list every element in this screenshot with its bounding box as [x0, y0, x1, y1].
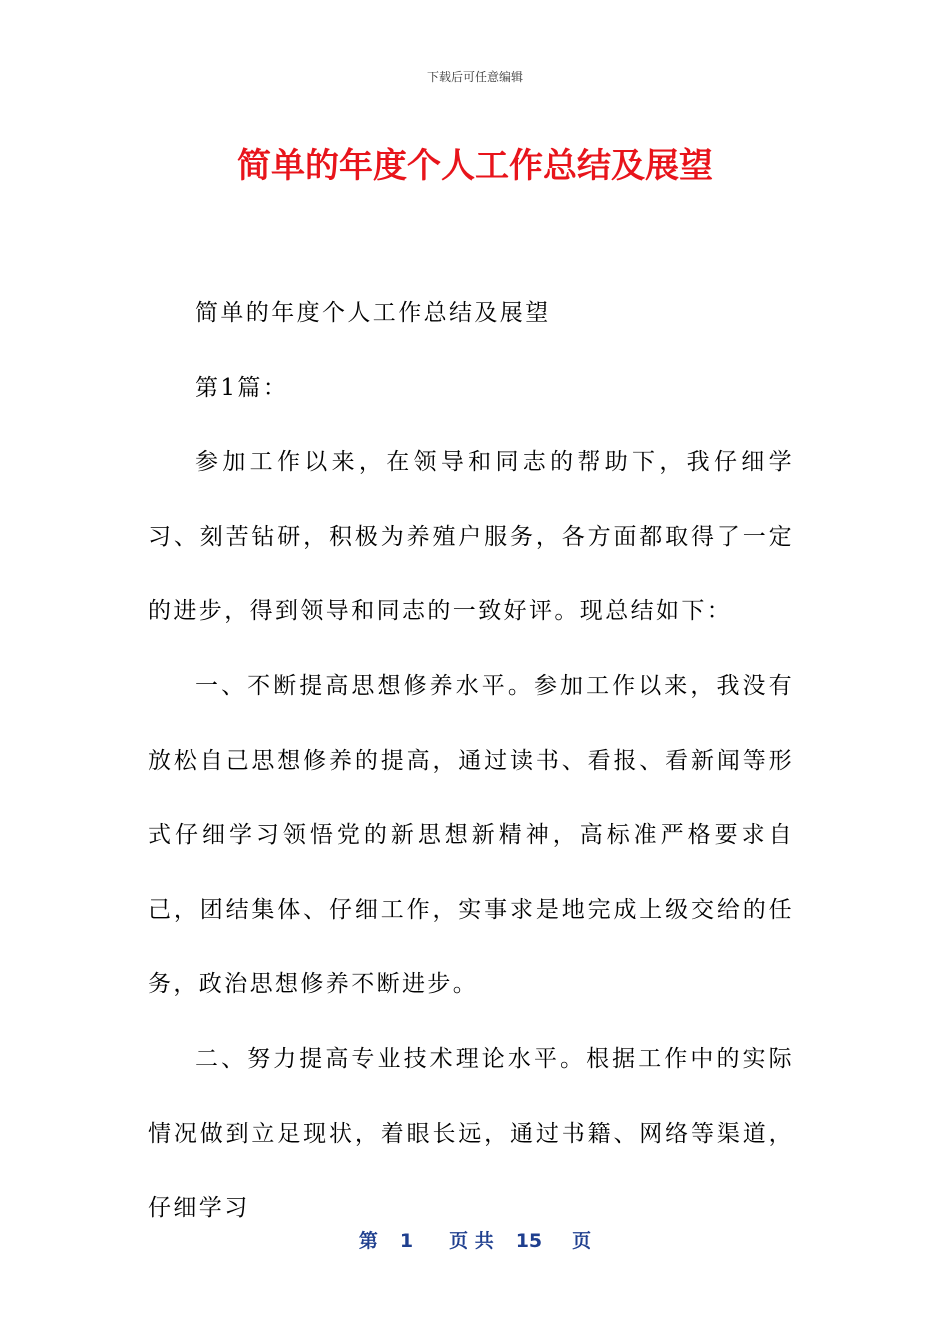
paragraph-section-label: 第1篇：: [195, 374, 289, 401]
footer-page-number: 1: [399, 1230, 414, 1252]
paragraph-point-two: 二、努力提高专业技术理论水平。根据工作中的实际情况做到立足现状，着眼长远，通过书籍、网络等渠道，仔细学习: [148, 1045, 794, 1222]
paragraph-point-one: 一、不断提高思想修养水平。参加工作以来，我没有放松自己思想修养的提高，通过读书、看报、看新闻等形式仔细学习领悟党的新思想新精神，高标准严格要求自己，团结集体、仔细工作，实事求是地完成上级交给的任务，政治思想修养不断进步。: [148, 672, 794, 998]
header-note: 下载后可任意编辑: [426, 70, 523, 84]
footer-middle: 页 共: [449, 1230, 494, 1252]
footer-suffix: 页: [572, 1230, 592, 1252]
paragraph-subtitle: 简单的年度个人工作总结及展望: [195, 300, 551, 326]
document-title: 简单的年度个人工作总结及展望: [237, 146, 713, 186]
footer-prefix: 第: [358, 1230, 378, 1252]
paragraph-intro: 参加工作以来，在领导和同志的帮助下，我仔细学习、刻苦钻研，积极为养殖户服务，各方面都取得了一定的进步，得到领导和同志的一致好评。现总结如下：: [148, 449, 794, 625]
page-footer: [0, 1226, 950, 1253]
document-body: [148, 276, 794, 1246]
footer-total-pages: 15: [515, 1230, 543, 1252]
